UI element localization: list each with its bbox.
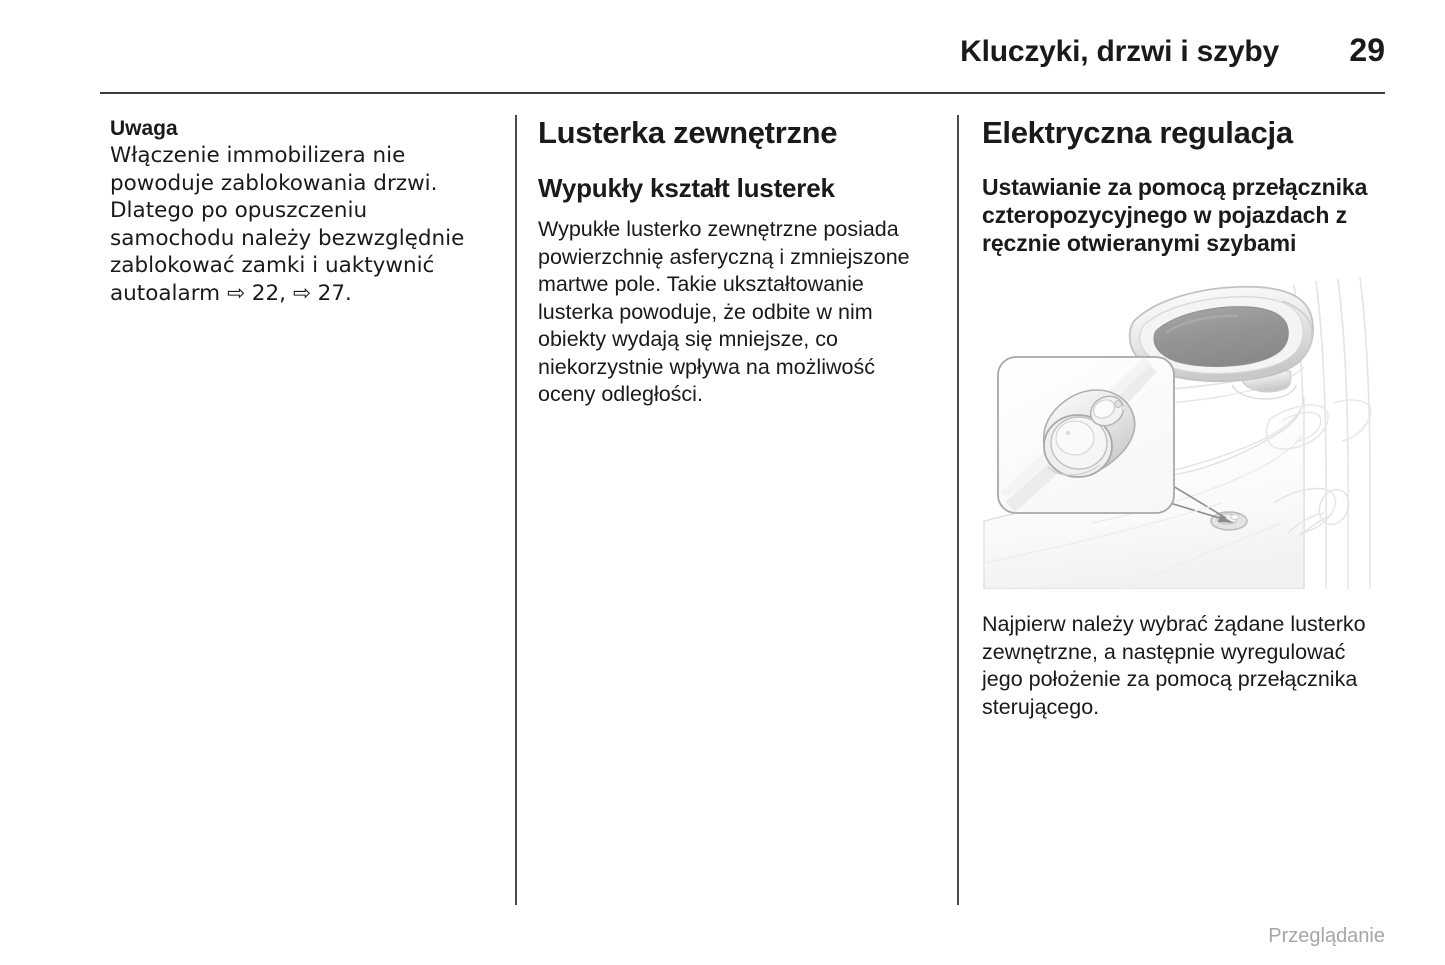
content-column-3 bbox=[982, 115, 1385, 721]
convex-mirror-body-text: Wypukłe lusterko zewnętrzne posiada powierzchnię asferyczną i zmniejszone martwe pole. Takie ukształtowanie lusterka powoduje, że odbite w nim obiekty wydają się mniejsze, co niekorzystnie wpływa na możliwość oceny odległości. bbox=[538, 217, 910, 406]
section-heading-electric-adjustment: Elektryczna regulacja bbox=[982, 115, 1293, 150]
footer-label: Przeglądanie bbox=[1268, 925, 1385, 947]
column-divider-right bbox=[957, 115, 959, 905]
content-column-2 bbox=[538, 115, 938, 409]
illustration-caption-text: Najpierw należy wybrać żądane lusterko zewnętrzne, a następnie wyregulować jego położenie za pomocą przełącznika sterującego. bbox=[982, 612, 1366, 719]
door-mirror-switch-diagram bbox=[982, 271, 1380, 589]
page-header bbox=[100, 32, 1385, 78]
section-heading-exterior-mirrors: Lusterka zewnętrzne bbox=[538, 115, 838, 150]
column-divider-left bbox=[515, 115, 517, 905]
subsection-heading-four-position-switch: Ustawianie za pomocą przełącznika czteropozycyjnego w pojazdach z ręcznie otwieranymi szybami bbox=[982, 174, 1368, 256]
note-heading: Uwaga bbox=[110, 117, 178, 140]
note-body-text: Włączenie immobilizera nie powoduje zablokowania drzwi. Dlatego po opuszczeniu samochodu należy bezwzględnie zablokować zamki i uaktywnić autoalarm ⇨ 22, ⇨ 27. bbox=[110, 143, 465, 306]
page-number: 29 bbox=[1349, 32, 1385, 68]
content-column-1 bbox=[110, 115, 495, 307]
door-mirror-illustration bbox=[982, 271, 1380, 589]
page-title: Kluczyki, drzwi i szyby bbox=[960, 35, 1279, 68]
header-divider-rule bbox=[100, 92, 1385, 94]
subsection-heading-convex-mirrors: Wypukły kształt lusterek bbox=[538, 173, 835, 203]
